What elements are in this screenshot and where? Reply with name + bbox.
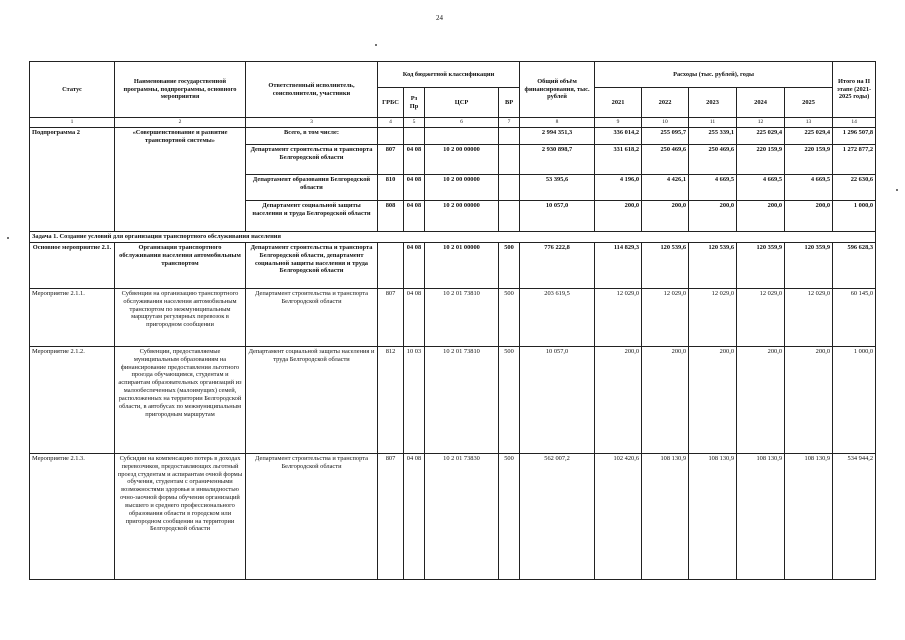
row-stage-total: 60 145,0 <box>833 289 876 347</box>
column-number: 3 <box>246 118 378 128</box>
row-vr: 500 <box>499 347 520 454</box>
table-row <box>30 243 876 289</box>
row-csr: 10 2 00 00000 <box>425 201 499 232</box>
row-2022: 200,0 <box>642 201 689 232</box>
row-2021: 336 014,2 <box>595 128 642 145</box>
row-total: 10 057,0 <box>520 347 595 454</box>
row-csr: 10 2 01 73830 <box>425 454 499 580</box>
row-executor: Департамент строительства и транспорта Белгородской области <box>246 454 378 580</box>
table-row <box>30 128 876 145</box>
scan-speck <box>7 237 9 239</box>
row-name: Субвенции, предоставляемые муниципальным образованиям на финансирование предоставления льготного проезда обучающимся, студентам и аспирантам образовательных организаций из малообеспеченных (малоимущих) семей, расположенных на территории Белгородской области, в автобусах по межмуниципальным пригородным маршрутам <box>115 347 246 454</box>
scan-speck <box>375 44 377 46</box>
row-2022: 120 539,6 <box>642 243 689 289</box>
row-2022: 255 095,7 <box>642 128 689 145</box>
row-total: 2 930 898,7 <box>520 145 595 175</box>
row-grbs: 807 <box>378 454 404 580</box>
row-vr: 500 <box>499 289 520 347</box>
row-executor: Департамент социальной защиты населения и труда Белгородской области <box>246 201 378 232</box>
header-year-2025: 2025 <box>785 88 833 118</box>
header-executor: Ответственный исполнитель, соисполнители, участники <box>246 62 378 118</box>
row-status: Основное мероприятие 2.1. <box>30 243 115 289</box>
row-executor: Департамент образования Белгородской области <box>246 175 378 201</box>
row-2024: 108 130,9 <box>737 454 785 580</box>
row-rzpr: 04 08 <box>404 145 425 175</box>
column-number: 11 <box>689 118 737 128</box>
row-2024: 4 669,5 <box>737 175 785 201</box>
header-year-2024: 2024 <box>737 88 785 118</box>
row-vr: 500 <box>499 454 520 580</box>
header-expenses: Расходы (тыс. рублей), годы <box>595 62 833 88</box>
row-rzpr <box>404 128 425 145</box>
header-stage-total: Итого на II этапе (2021-2025 годы) <box>833 62 876 118</box>
column-number: 10 <box>642 118 689 128</box>
row-status: Мероприятие 2.1.1. <box>30 289 115 347</box>
row-rzpr: 04 08 <box>404 175 425 201</box>
row-grbs: 807 <box>378 145 404 175</box>
row-2025: 200,0 <box>785 201 833 232</box>
row-name: Субвенции на организацию транспортного обслуживания населения автомобильным транспортом по межмуниципальным маршрутам регулярных перевозок в пригородном сообщении <box>115 289 246 347</box>
row-stage-total: 22 630,6 <box>833 175 876 201</box>
column-number: 1 <box>30 118 115 128</box>
column-number: 5 <box>404 118 425 128</box>
row-vr <box>499 128 520 145</box>
column-number: 12 <box>737 118 785 128</box>
row-name: Организация транспортного обслуживания населения автомобильным транспортом <box>115 243 246 289</box>
header-budget-code: Код бюджетной классификации <box>378 62 520 88</box>
row-name: «Совершенствование и развитие транспортной системы» <box>115 128 246 232</box>
header-name: Наименование государственной программы, подпрограммы, основного мероприятия <box>115 62 246 118</box>
row-2021: 12 029,0 <box>595 289 642 347</box>
row-2024: 120 359,9 <box>737 243 785 289</box>
row-total: 203 619,5 <box>520 289 595 347</box>
header-year-2021: 2021 <box>595 88 642 118</box>
row-2022: 250 469,6 <box>642 145 689 175</box>
row-2022: 108 130,9 <box>642 454 689 580</box>
column-number: 2 <box>115 118 246 128</box>
row-2021: 114 829,3 <box>595 243 642 289</box>
row-rzpr: 04 08 <box>404 201 425 232</box>
row-grbs: 808 <box>378 201 404 232</box>
row-vr <box>499 201 520 232</box>
row-grbs: 807 <box>378 289 404 347</box>
table-row <box>30 289 876 347</box>
row-2023: 12 029,0 <box>689 289 737 347</box>
row-2025: 200,0 <box>785 347 833 454</box>
row-2024: 200,0 <box>737 347 785 454</box>
row-status: Мероприятие 2.1.3. <box>30 454 115 580</box>
row-2024: 12 029,0 <box>737 289 785 347</box>
row-executor: Департамент социальной защиты населения и труда Белгородской области <box>246 347 378 454</box>
row-2022: 12 029,0 <box>642 289 689 347</box>
row-executor: Департамент строительства и транспорта Белгородской области <box>246 289 378 347</box>
row-2021: 102 420,6 <box>595 454 642 580</box>
header-grbs: ГРБС <box>378 88 404 118</box>
row-total: 53 395,6 <box>520 175 595 201</box>
row-2023: 200,0 <box>689 347 737 454</box>
row-csr: 10 2 01 73810 <box>425 289 499 347</box>
row-2025: 12 029,0 <box>785 289 833 347</box>
header-rzpr: Рз Пр <box>404 88 425 118</box>
row-grbs: 812 <box>378 347 404 454</box>
row-rzpr: 04 08 <box>404 289 425 347</box>
scan-speck <box>896 189 898 191</box>
row-2025: 220 159,9 <box>785 145 833 175</box>
row-total: 776 222,8 <box>520 243 595 289</box>
row-total: 2 994 351,3 <box>520 128 595 145</box>
column-number: 4 <box>378 118 404 128</box>
header-vr: ВР <box>499 88 520 118</box>
row-csr <box>425 128 499 145</box>
row-2022: 4 426,1 <box>642 175 689 201</box>
header-status: Статус <box>30 62 115 118</box>
header-year-2022: 2022 <box>642 88 689 118</box>
row-2025: 120 359,9 <box>785 243 833 289</box>
row-executor: Департамент строительства и транспорта Белгородской области <box>246 145 378 175</box>
row-executor: Всего, в том числе: <box>246 128 378 145</box>
column-number: 7 <box>499 118 520 128</box>
column-number: 14 <box>833 118 876 128</box>
row-2021: 4 196,0 <box>595 175 642 201</box>
row-rzpr: 04 08 <box>404 243 425 289</box>
row-2023: 108 130,9 <box>689 454 737 580</box>
header-year-2023: 2023 <box>689 88 737 118</box>
row-status: Мероприятие 2.1.2. <box>30 347 115 454</box>
row-vr <box>499 175 520 201</box>
row-2025: 225 029,4 <box>785 128 833 145</box>
row-vr <box>499 145 520 175</box>
row-stage-total: 1 000,0 <box>833 201 876 232</box>
budget-table <box>29 61 876 580</box>
row-2023: 255 339,1 <box>689 128 737 145</box>
row-csr: 10 2 01 73810 <box>425 347 499 454</box>
row-grbs <box>378 128 404 145</box>
page-number: 24 <box>436 14 443 22</box>
row-vr: 500 <box>499 243 520 289</box>
row-2021: 200,0 <box>595 347 642 454</box>
row-stage-total: 1 296 507,8 <box>833 128 876 145</box>
header-total-financing: Общий объём финансирования, тыс. рублей <box>520 62 595 118</box>
row-grbs: 810 <box>378 175 404 201</box>
row-rzpr: 04 08 <box>404 454 425 580</box>
row-stage-total: 596 628,3 <box>833 243 876 289</box>
header-row <box>30 62 876 88</box>
row-2025: 4 669,5 <box>785 175 833 201</box>
column-number: 8 <box>520 118 595 128</box>
row-2022: 200,0 <box>642 347 689 454</box>
row-stage-total: 534 944,2 <box>833 454 876 580</box>
row-total: 10 057,0 <box>520 201 595 232</box>
table-row <box>30 454 876 580</box>
header-csr: ЦСР <box>425 88 499 118</box>
row-executor: Департамент строительства и транспорта Белгородской области, департамент социальной защиты населения и труда Белгородской области <box>246 243 378 289</box>
row-2024: 220 159,9 <box>737 145 785 175</box>
row-grbs <box>378 243 404 289</box>
table-row <box>30 347 876 454</box>
row-2024: 200,0 <box>737 201 785 232</box>
column-number: 13 <box>785 118 833 128</box>
row-name: Субсидии на компенсацию потерь в доходах перевозчиков, предоставляющих льготный проезд студентам и аспирантам очной формы обучения, студентам с ограниченными возможностями здоровья и инвалидностью очно-заочной формы обучения организаций высшего и среднего профессионального образования области в городском или пригородном сообщении на территории Белгородской области <box>115 454 246 580</box>
row-2021: 200,0 <box>595 201 642 232</box>
row-csr: 10 2 01 00000 <box>425 243 499 289</box>
column-number: 9 <box>595 118 642 128</box>
row-2024: 225 029,4 <box>737 128 785 145</box>
row-csr: 10 2 00 00000 <box>425 145 499 175</box>
row-rzpr: 10 03 <box>404 347 425 454</box>
row-2023: 250 469,6 <box>689 145 737 175</box>
column-number: 6 <box>425 118 499 128</box>
task-row <box>30 232 876 243</box>
row-csr: 10 2 00 00000 <box>425 175 499 201</box>
row-total: 562 007,2 <box>520 454 595 580</box>
column-number-row <box>30 118 876 128</box>
row-2025: 108 130,9 <box>785 454 833 580</box>
task-title: Задача 1. Создание условий для организации транспортного обслуживания населения <box>30 232 876 243</box>
row-status: Подпрограмма 2 <box>30 128 115 232</box>
row-2021: 331 618,2 <box>595 145 642 175</box>
row-2023: 4 669,5 <box>689 175 737 201</box>
row-stage-total: 1 272 877,2 <box>833 145 876 175</box>
row-stage-total: 1 000,0 <box>833 347 876 454</box>
row-2023: 200,0 <box>689 201 737 232</box>
row-2023: 120 539,6 <box>689 243 737 289</box>
